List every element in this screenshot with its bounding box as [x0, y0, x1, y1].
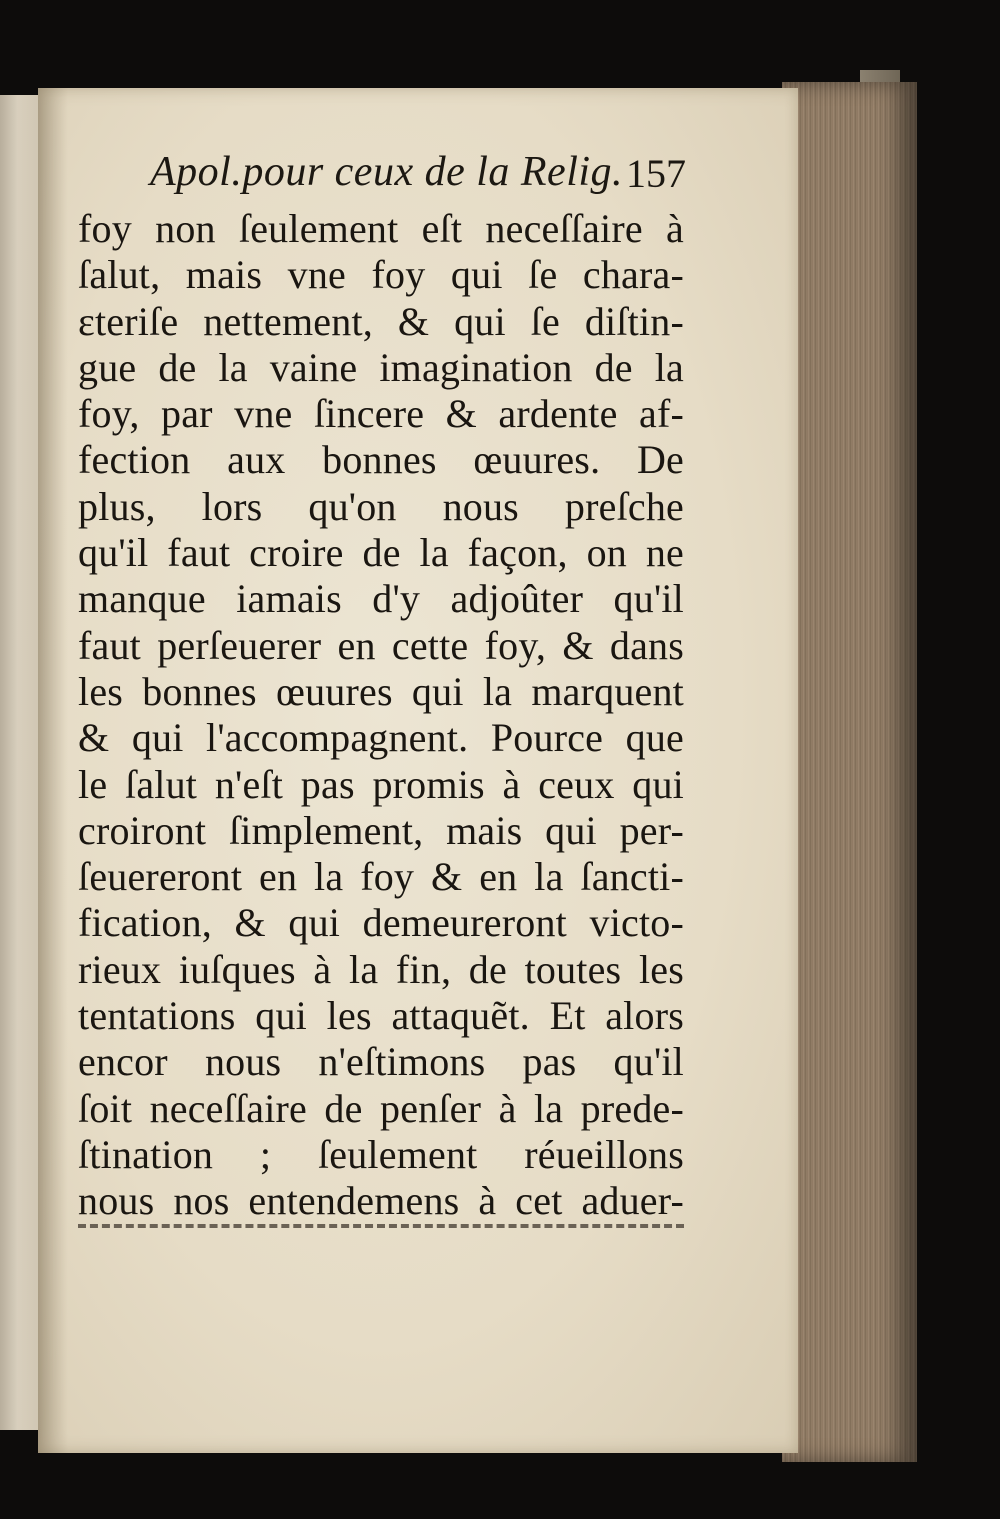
body-text — [78, 206, 684, 1225]
text-line: les bonnes œuures qui la marquent — [78, 668, 684, 714]
text-line: qu'il faut croire de la façon, on ne — [78, 530, 684, 576]
text-line: ſoit neceſſaire de penſer à la prede- — [78, 1085, 684, 1131]
text-line: ſeuereront en la foy & en la ſancti- — [78, 854, 684, 900]
text-line: rieux iuſques à la fin, de toutes les — [78, 946, 684, 992]
text-line: foy, par vne ſincere & ardente af- — [78, 391, 684, 437]
text-line: tentations qui les attaquẽt. Et alors — [78, 993, 684, 1039]
text-line: foy non ſeulement eſt neceſſaire à — [78, 206, 684, 251]
text-line: ɛteriſe nettement, & qui ſe diſtin- — [78, 298, 684, 344]
text-line: croiront ſimplement, mais qui per- — [78, 807, 684, 853]
book-page — [38, 88, 798, 1453]
text-line: plus, lors qu'on nous preſche — [78, 483, 684, 529]
page-number: 157 — [626, 151, 686, 196]
running-head-title: Apol.pour ceux de la Relig. — [150, 149, 624, 195]
text-line: ſalut, mais vne foy qui ſe chara- — [78, 252, 684, 298]
book-fore-edge — [782, 82, 917, 1462]
text-line: encor nous n'eſtimons pas qu'il — [78, 1039, 684, 1085]
text-line: le ſalut n'eſt pas promis à ceux qui — [78, 761, 684, 807]
text-line: fection aux bonnes œuures. De — [78, 437, 684, 483]
text-line: manque iamais d'y adjoûter qu'il — [78, 576, 684, 622]
text-line: faut perſeuerer en cette foy, & dans — [78, 622, 684, 668]
text-line: nous nos entendemens à cet aduer- — [78, 1178, 684, 1224]
text-line: gue de la vaine imagination de la — [78, 344, 684, 390]
running-head — [118, 148, 698, 208]
text-line: & qui l'accompagnent. Pource que — [78, 715, 684, 761]
gutter-shadow — [38, 88, 68, 1453]
text-line: fication, & qui demeureront victo- — [78, 900, 684, 946]
text-line: ſtination ; ſeulement réueillons — [78, 1131, 684, 1177]
